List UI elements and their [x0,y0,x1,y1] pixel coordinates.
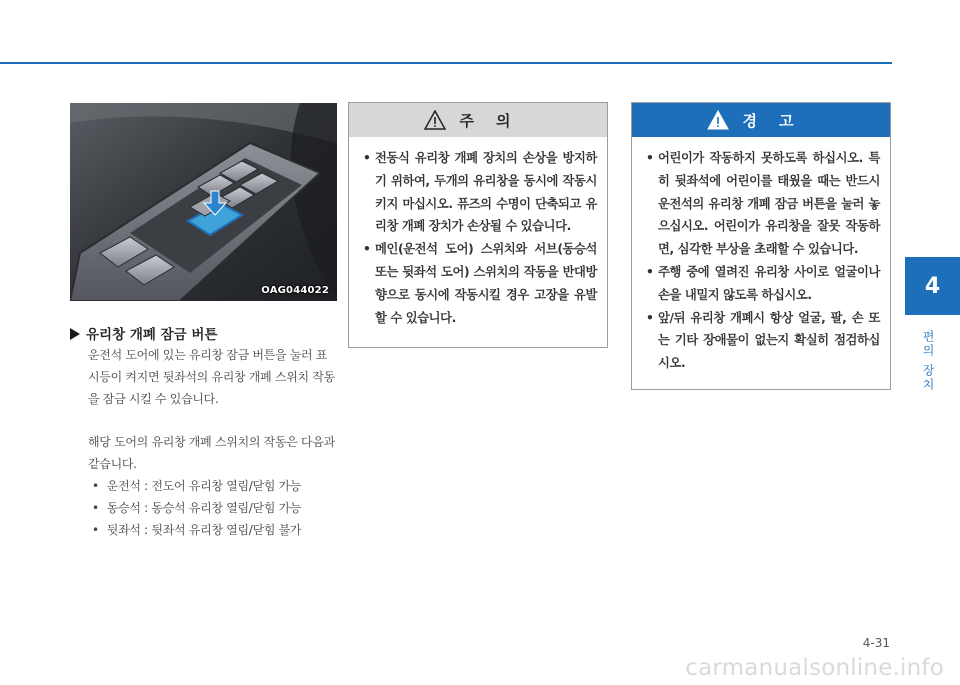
section-paragraph-1: 운전석 도어에 있는 유리창 잠금 버튼을 눌러 표시등이 켜지면 뒷좌석의 유리창 개폐 스위치 작동을 잠금 시킬 수 있습니다. [88,348,335,406]
window-switch-photo [70,103,337,301]
caution-list [349,137,607,329]
list-item: • 운전석 : 전도어 유리창 열림/닫힘 가능 [92,475,301,497]
chapter-label: 편의 장치 [921,330,935,392]
caution-label: 주의 [459,111,533,130]
warning-box [631,102,891,390]
list-item: • 뒷좌석 : 뒷좌석 유리창 열림/닫힘 불가 [92,519,301,541]
list-item: • 전동식 유리창 개폐 장치의 손상을 방지하기 위하여, 두개의 유리창을 동시에 작동시키지 마십시오. 퓨즈의 수명이 단축되고 유리창 개폐 장치가 손상될 수 있습니다. [361,147,597,238]
warning-label: 경고 [742,111,816,130]
watermark: carmanualsonline.info [685,655,944,681]
warning-list [632,137,890,375]
list-item: • 주행 중에 열려진 유리창 사이로 얼굴이나 손을 내밀지 않도록 하십시오. [644,261,880,307]
list-item: • 메인(운전석 도어) 스위치와 서브(동승석 또는 뒷좌석 도어) 스위치의 작동을 반대방향으로 동시에 작동시킬 경우 고장을 유발할 수 있습니다. [361,238,597,329]
warning-header [632,103,890,137]
warning-triangle-icon [424,110,446,130]
triangle-bullet-icon [70,328,80,340]
photo-code: OAG044022 [261,285,329,296]
caution-box [348,102,608,348]
caution-header [349,103,607,137]
header-rule [0,62,892,64]
warning-triangle-icon [707,110,729,130]
list-item: • 앞/뒤 유리창 개폐시 항상 얼굴, 팔, 손 또는 기타 장애물이 없는지 확실히 점검하십시오. [644,307,880,375]
page-number: 4-31 [862,636,890,650]
chapter-tab[interactable]: 4 [905,257,960,315]
list-item: • 어린이가 작동하지 못하도록 하십시오. 특히 뒷좌석에 어린이를 태웠을 때는 반드시 운전석의 유리창 개폐 잠금 버튼을 눌러 놓으십시오. 어린이가 유리창을 잘못 작동하면, 심각한 부상을 초래할 수 있습니다. [644,147,880,261]
list-item: • 동승석 : 동승석 유리창 열림/닫힘 가능 [92,497,301,519]
section-title: 유리창 개폐 잠금 버튼 [70,323,217,343]
section-paragraph-2: 해당 도어의 유리창 개폐 스위치의 작동은 다음과 같습니다. [88,435,335,471]
